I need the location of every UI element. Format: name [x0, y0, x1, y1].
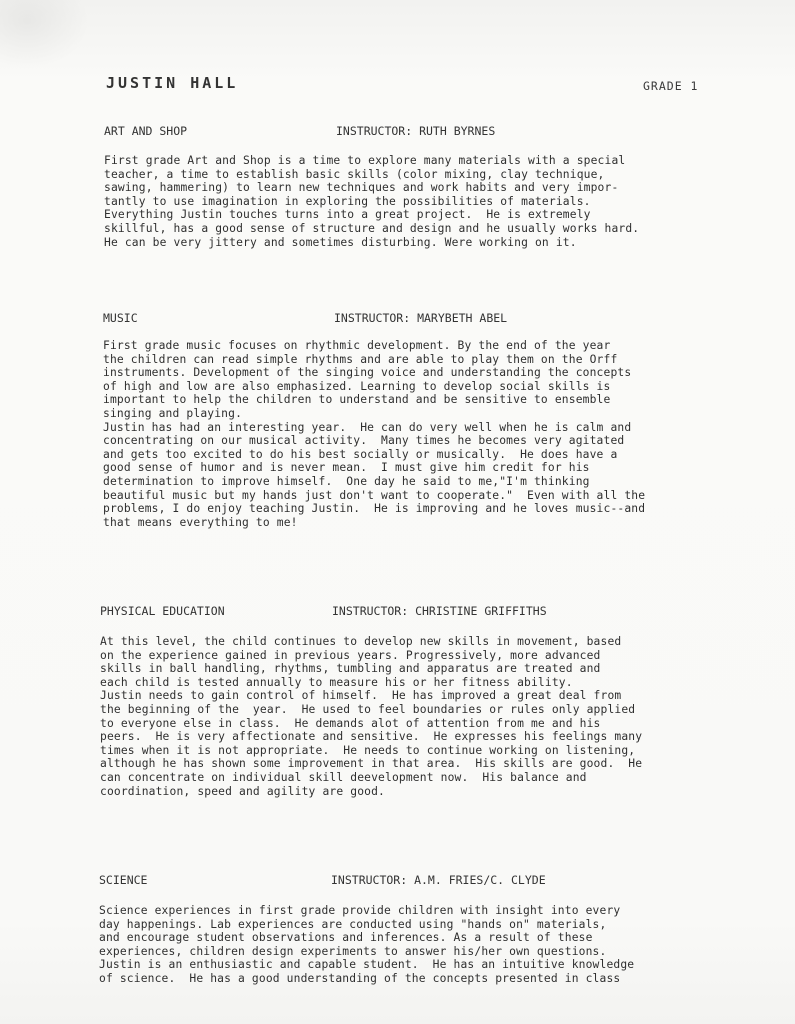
body-line: skillful, has a good sense of structure and design and he usually works hard. — [104, 221, 640, 235]
student-name: JUSTIN HALL — [106, 74, 239, 92]
body-line: peers. He is very affectionate and sensitive. He expresses his feelings many — [100, 730, 643, 744]
body-line: At this level, the child continues to develop new skills in movement, based — [100, 635, 622, 648]
section-instructor: INSTRUCTOR: A.M. FRIES/C. CLYDE — [331, 873, 546, 887]
body-line: problems, I do enjoy teaching Justin. He is improving and he loves music--and — [103, 502, 646, 516]
body-line: good sense of humor and is never mean. I must give him credit for his — [103, 461, 590, 475]
body-line: of science. He has a good understanding of the concepts presented in class — [99, 971, 621, 985]
section-body — [99, 904, 634, 986]
section-instructor: INSTRUCTOR: RUTH BYRNES — [336, 124, 496, 138]
grade-label: GRADE 1 — [643, 79, 699, 93]
body-line: experiences, children design experiments to answer his/her own questions. — [99, 944, 607, 958]
body-line: day happenings. Lab experiences are conducted using "hands on" materials, — [99, 917, 607, 931]
body-line: instruments. Development of the singing voice and understanding the concepts — [103, 366, 632, 380]
body-line: of high and low are also emphasized. Learning to develop social skills is — [103, 379, 611, 393]
body-line: concentrating on our musical activity. Many times he becomes very agitated — [103, 434, 625, 448]
body-line: Justin is an enthusiastic and capable student. He has an intuitive knowledge — [99, 958, 635, 972]
body-line: on the experience gained in previous years. Progressively, more advanced — [100, 648, 601, 662]
section-title: SCIENCE — [99, 873, 148, 887]
body-line: although he has shown some improvement in that area. His skills are good. He — [100, 757, 643, 771]
body-line: beautiful music but my hands just don't want to cooperate." Even with all the — [103, 488, 646, 502]
body-line: He can be very jittery and sometimes disturbing. Were working on it. — [104, 235, 577, 249]
section-title: PHYSICAL EDUCATION — [100, 604, 225, 618]
body-line: Justin needs to gain control of himself. He has improved a great deal from — [100, 689, 622, 703]
body-line: the children can read simple rhythms and are able to play them on the Orff — [103, 352, 618, 366]
section-instructor: INSTRUCTOR: CHRISTINE GRIFFITHS — [332, 604, 547, 618]
body-line: teacher, a time to establish basic skills (color mixing, clay technique, — [104, 167, 605, 181]
body-line: times when it is not appropriate. He needs to continue working on listening, — [100, 743, 636, 757]
section-title: MUSIC — [103, 311, 138, 325]
body-line: tantly to use imagination in exploring the possibilities of materials. — [104, 194, 591, 208]
body-line: can concentrate on individual skill deevelopment now. His balance and — [100, 770, 587, 784]
body-line: that means everything to me! — [103, 515, 298, 529]
body-line: coordination, speed and agility are good. — [100, 784, 386, 798]
section-instructor: INSTRUCTOR: MARYBETH ABEL — [334, 311, 508, 325]
body-line: First grade Art and Shop is a time to explore many materials with a special — [104, 154, 626, 167]
body-line: to everyone else in class. He demands alot of attention from me and his — [100, 716, 601, 730]
body-line: Science experiences in first grade provide children with insight into every — [99, 904, 621, 917]
body-line: and gets too excited to do his best socially or musically. He does have a — [103, 447, 618, 461]
section-title: ART AND SHOP — [104, 124, 188, 138]
body-line: each child is tested annually to measure his or her fitness ability. — [100, 675, 573, 689]
body-line: singing and playing. — [103, 406, 243, 420]
body-line: important to help the children to understand and be sensitive to ensemble — [103, 393, 611, 407]
body-line: the beginning of the year. He used to feel boundaries or rules only applied — [100, 702, 636, 716]
section-body — [104, 154, 639, 249]
body-line: Justin has had an interesting year. He can do very well when he is calm and — [103, 420, 632, 434]
paper-crease — [0, 0, 90, 70]
section-body — [100, 635, 642, 798]
body-line: First grade music focuses on rhythmic development. By the end of the year — [103, 339, 611, 352]
body-line: sawing, hammering) to learn new techniques and work habits and very impor- — [104, 181, 619, 195]
body-line: and encourage student observations and inferences. As a result of these — [99, 931, 593, 945]
body-line: Everything Justin touches turns into a great project. He is extremely — [104, 208, 591, 222]
body-line: skills in ball handling, rhythms, tumbling and apparatus are treated and — [100, 662, 601, 676]
section-body — [103, 339, 645, 529]
body-line: determination to improve himself. One day he said to me,"I'm thinking — [103, 474, 590, 488]
